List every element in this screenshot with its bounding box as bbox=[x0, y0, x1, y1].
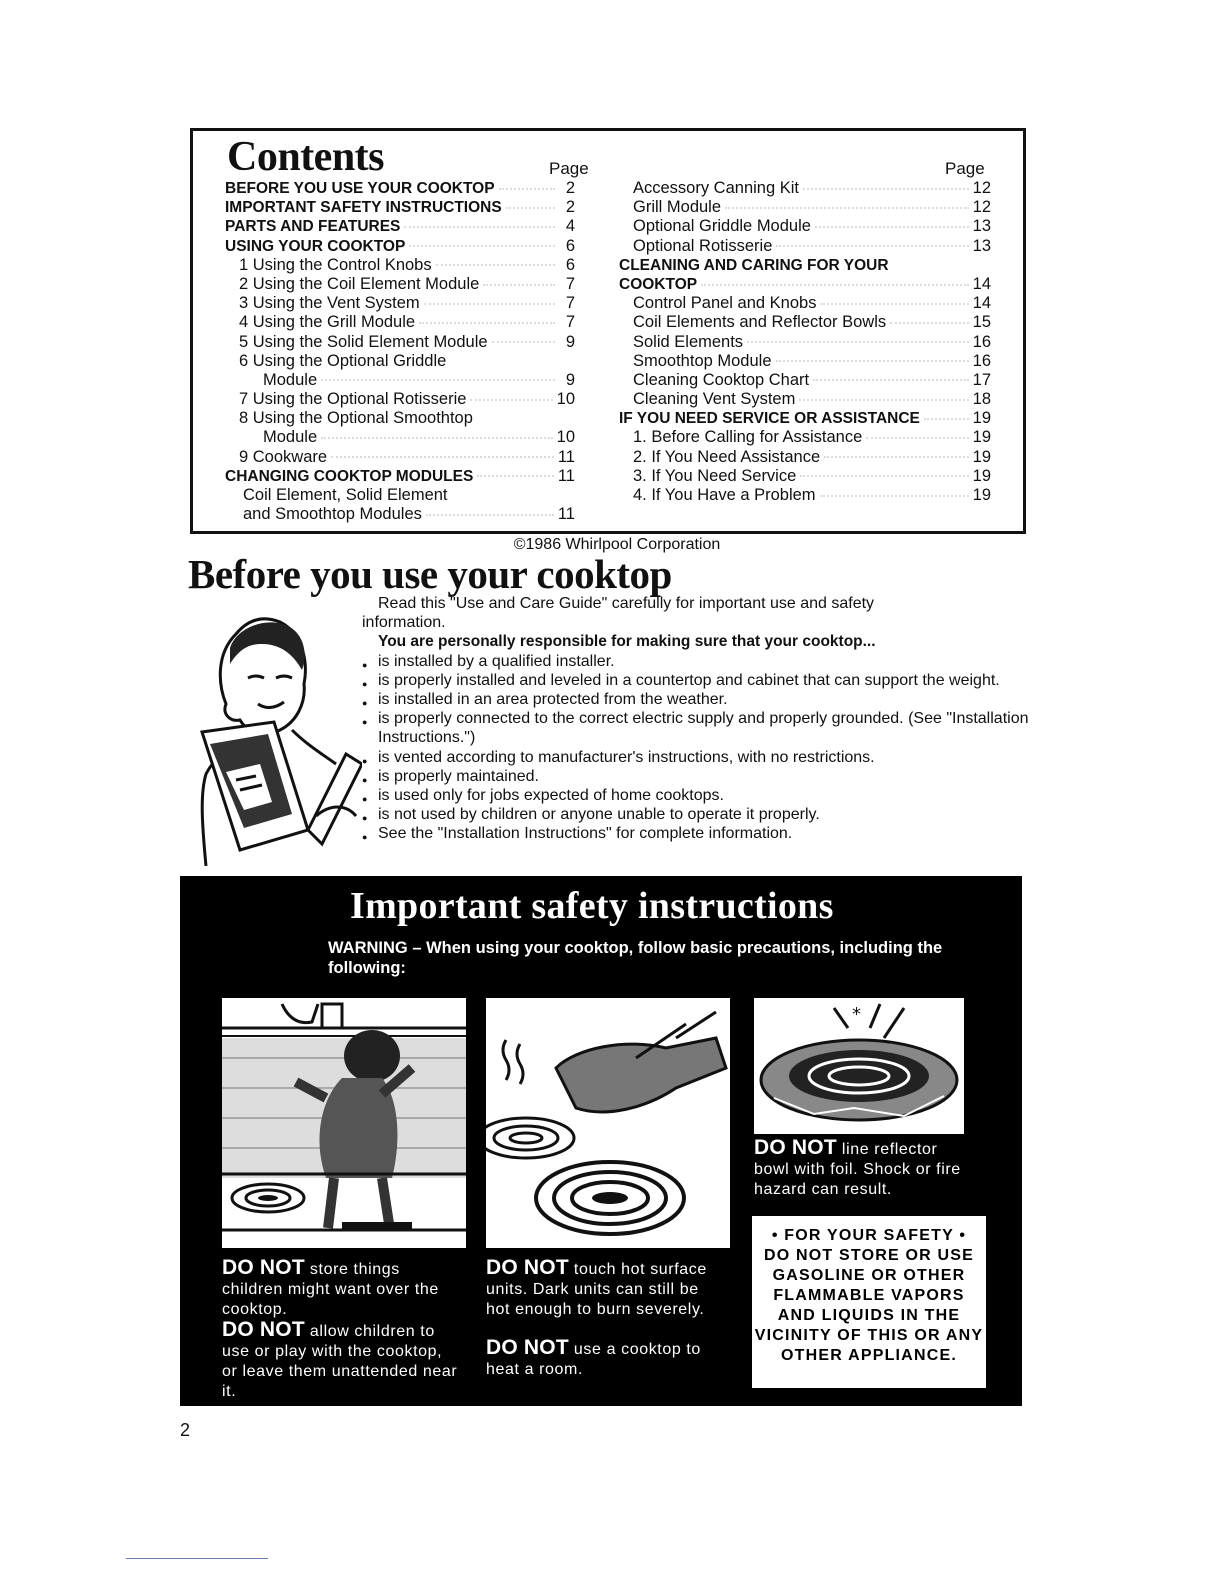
contents-entry-title: 3. If You Need Service bbox=[633, 466, 797, 485]
safety-title: Important safety instructions bbox=[350, 885, 834, 927]
contents-entry-title: Module bbox=[263, 370, 318, 389]
contents-title: Contents bbox=[227, 134, 385, 180]
contents-left-column bbox=[225, 179, 575, 524]
svg-text:*: * bbox=[852, 1004, 861, 1025]
dot-leader bbox=[506, 207, 555, 209]
contents-entry-title: Optional Rotisserie bbox=[633, 236, 773, 255]
for-your-safety-text: DO NOT STORE OR USE GASOLINE OR OTHER FLAMMABLE VAPORS AND LIQUIDS IN THE VICINITY OF THIS OR ANY OTHER APPLIANCE. bbox=[754, 1247, 984, 1364]
contents-entry bbox=[619, 256, 991, 275]
safety-panel bbox=[180, 876, 1022, 1406]
contents-entry-page: 19 bbox=[972, 409, 991, 428]
contents-entry bbox=[619, 486, 991, 505]
contents-entry-page: 10 bbox=[556, 428, 575, 447]
contents-entry-page: 16 bbox=[972, 332, 991, 351]
dot-leader bbox=[701, 284, 969, 286]
dot-leader bbox=[499, 188, 555, 190]
contents-entry bbox=[619, 371, 991, 390]
contents-entry-page: 7 bbox=[565, 313, 575, 332]
contents-entry-page: 6 bbox=[565, 255, 575, 274]
contents-entry-title: IF YOU NEED SERVICE OR ASSISTANCE bbox=[619, 410, 920, 428]
contents-entry bbox=[225, 486, 575, 505]
contents-entry-page: 16 bbox=[972, 351, 991, 370]
contents-entry bbox=[225, 448, 575, 467]
dot-leader bbox=[450, 361, 555, 362]
contents-entry-title: Cleaning Vent System bbox=[633, 390, 796, 409]
contents-entry-title: 3 Using the Vent System bbox=[239, 294, 420, 313]
hand-over-hot-burner-illustration bbox=[486, 998, 730, 1248]
page-header-right: Page bbox=[945, 159, 985, 178]
contents-entry-title: 5 Using the Solid Element Module bbox=[239, 332, 488, 351]
responsibility-item: ● is used only for jobs expected of home cooktops. bbox=[362, 786, 1030, 805]
contents-entry bbox=[225, 256, 575, 275]
dot-leader bbox=[483, 284, 555, 286]
contents-entry bbox=[225, 333, 575, 352]
contents-entry bbox=[619, 217, 991, 236]
contents-entry-page: 17 bbox=[972, 370, 991, 389]
dot-leader bbox=[331, 456, 554, 458]
dot-leader bbox=[824, 456, 969, 458]
copyright: ©1986 Whirlpool Corporation bbox=[513, 536, 721, 553]
contents-entry-title: 2. If You Need Assistance bbox=[633, 447, 821, 466]
contents-entry-page: 2 bbox=[565, 179, 575, 197]
bottom-rule bbox=[126, 1558, 268, 1559]
contents-entry-page: 7 bbox=[565, 274, 575, 293]
dot-leader bbox=[409, 245, 555, 247]
contents-entry bbox=[619, 179, 991, 198]
contents-entry bbox=[619, 294, 991, 313]
contents-entry-page: 12 bbox=[972, 198, 991, 217]
contents-entry-page: 11 bbox=[557, 505, 575, 524]
contents-entry bbox=[619, 448, 991, 467]
contents-entry-title: 1 Using the Control Knobs bbox=[239, 255, 432, 274]
responsibility-item: ● is not used by children or anyone unable to operate it properly. bbox=[362, 805, 1030, 824]
dot-leader bbox=[747, 341, 969, 343]
contents-entry-title: Optional Griddle Module bbox=[633, 217, 811, 236]
woman-reading-illustration bbox=[196, 604, 362, 866]
panel1-text-b: allow children to use or play with the cooktop, or leave them unattended near it. bbox=[222, 1323, 458, 1400]
intro-line-1: Read this "Use and Care Guide" carefully for important use and safety bbox=[378, 595, 875, 612]
contents-entry-title: 4. If You Have a Problem bbox=[633, 486, 816, 504]
foil-lined-bowl-illustration bbox=[754, 998, 964, 1134]
contents-entry-title: Control Panel and Knobs bbox=[633, 294, 817, 313]
for-your-safety-box bbox=[752, 1216, 986, 1388]
contents-entry bbox=[225, 352, 575, 371]
dot-leader bbox=[470, 399, 552, 401]
contents-entry-title: 4 Using the Grill Module bbox=[239, 313, 416, 332]
contents-entry-page: 14 bbox=[972, 294, 991, 313]
contents-entry bbox=[225, 390, 575, 409]
contents-entry bbox=[619, 352, 991, 371]
responsibility-item: ● is properly maintained. bbox=[362, 767, 1030, 786]
responsibility-item: ● is properly connected to the correct electric supply and properly grounded. (See "Installation Instructions.") bbox=[362, 709, 1030, 747]
contents-entry bbox=[225, 198, 575, 217]
page-header-left: Page bbox=[549, 159, 589, 178]
contents-entry bbox=[225, 409, 575, 428]
contents-entry bbox=[225, 428, 575, 447]
contents-entry-page: 15 bbox=[972, 313, 991, 332]
contents-entry-title: COOKTOP bbox=[619, 275, 698, 293]
warning-text: WARNING – When using your cooktop, follow basic precautions, including the following: bbox=[328, 939, 943, 977]
dot-leader bbox=[321, 437, 553, 439]
do-not-label: DO NOT bbox=[486, 1256, 569, 1279]
contents-entry-title: 2 Using the Coil Element Module bbox=[239, 274, 480, 293]
contents-entry-title: 7 Using the Optional Rotisserie bbox=[239, 390, 467, 409]
contents-entry bbox=[225, 217, 575, 236]
page-number: 2 bbox=[180, 1420, 191, 1440]
contents-entry-page: 11 bbox=[557, 447, 575, 466]
contents-entry bbox=[225, 294, 575, 313]
contents-entry-title: 8 Using the Optional Smoothtop bbox=[239, 409, 473, 428]
contents-entry bbox=[619, 409, 991, 428]
for-your-safety-heading: • FOR YOUR SAFETY • bbox=[771, 1227, 967, 1244]
contents-entry-page: 14 bbox=[972, 274, 991, 293]
responsibility-item: ● is installed by a qualified installer. bbox=[362, 652, 1030, 671]
contents-entry-title: and Smoothtop Modules bbox=[243, 505, 422, 524]
contents-entry bbox=[225, 371, 575, 390]
contents-entry-title: CLEANING AND CARING FOR YOUR bbox=[619, 256, 889, 274]
dot-leader bbox=[820, 303, 968, 305]
dot-leader bbox=[426, 514, 554, 516]
panel3-text bbox=[754, 1138, 974, 1200]
responsibility-item: ● is properly installed and leveled in a countertop and cabinet that can support the weight. bbox=[362, 671, 1030, 690]
contents-entry-title: Coil Element, Solid Element bbox=[243, 486, 448, 504]
dot-leader bbox=[477, 475, 554, 477]
contents-entry bbox=[225, 275, 575, 294]
before-title: Before you use your cooktop bbox=[188, 551, 672, 597]
responsible-heading: You are personally responsible for making sure that your cooktop... bbox=[378, 633, 876, 651]
contents-entry bbox=[619, 333, 991, 352]
contents-entry bbox=[225, 237, 575, 256]
dot-leader bbox=[813, 379, 969, 381]
child-climbing-illustration bbox=[222, 998, 466, 1248]
before-text bbox=[362, 594, 1030, 844]
dot-leader bbox=[800, 475, 968, 477]
contents-entry-title: Accessory Canning Kit bbox=[633, 179, 799, 197]
do-not-label: DO NOT bbox=[222, 1256, 305, 1279]
contents-entry-page: 19 bbox=[972, 466, 991, 485]
dot-leader bbox=[776, 245, 968, 247]
contents-entry-title: Solid Elements bbox=[633, 332, 744, 351]
dot-leader bbox=[725, 207, 969, 209]
contents-entry-page: 9 bbox=[565, 370, 575, 389]
contents-entry-page: 13 bbox=[972, 217, 991, 236]
contents-entry bbox=[619, 275, 991, 294]
contents-entry-page: 19 bbox=[972, 447, 991, 466]
contents-entry-page: 11 bbox=[557, 466, 575, 485]
contents-entry-title: Module bbox=[263, 428, 318, 447]
contents-entry-title: BEFORE YOU USE YOUR COOKTOP bbox=[225, 180, 495, 197]
contents-entry-title: Grill Module bbox=[633, 198, 722, 217]
contents-entry-title: Coil Elements and Reflector Bowls bbox=[633, 313, 887, 332]
dot-leader bbox=[477, 418, 555, 419]
contents-entry bbox=[619, 313, 991, 332]
dot-leader bbox=[924, 418, 969, 420]
dot-leader bbox=[799, 399, 968, 401]
contents-entry bbox=[619, 198, 991, 217]
dot-leader bbox=[815, 226, 969, 228]
contents-entry bbox=[225, 179, 575, 198]
contents-entry bbox=[225, 313, 575, 332]
dot-leader bbox=[866, 437, 968, 439]
dot-leader bbox=[404, 226, 555, 228]
contents-entry-page: 4 bbox=[565, 217, 575, 236]
panel1-text-a: store things children might want over the cooktop. bbox=[222, 1261, 439, 1318]
contents-entry-page: 19 bbox=[972, 486, 991, 504]
do-not-label: DO NOT bbox=[754, 1136, 837, 1159]
panel3-text-a: line reflector bowl with foil. Shock or fire hazard can result. bbox=[754, 1141, 961, 1198]
contents-right-column bbox=[619, 179, 991, 505]
contents-entry-page: 10 bbox=[556, 390, 575, 409]
contents-entry-page: 2 bbox=[565, 198, 575, 217]
contents-entry-title: Smoothtop Module bbox=[633, 351, 772, 370]
responsibility-item: ● See the "Installation Instructions" for complete information. bbox=[362, 824, 1030, 843]
dot-leader bbox=[803, 188, 969, 190]
contents-entry-page: 13 bbox=[972, 236, 991, 255]
contents-entry bbox=[225, 505, 575, 524]
contents-entry-title: 6 Using the Optional Griddle bbox=[239, 351, 447, 370]
contents-entry bbox=[619, 390, 991, 409]
dot-leader bbox=[890, 322, 969, 324]
dot-leader bbox=[419, 322, 555, 324]
dot-leader bbox=[436, 264, 555, 266]
responsibility-item: ● is installed in an area protected from the weather. bbox=[362, 690, 1030, 709]
responsibility-list bbox=[362, 652, 1030, 844]
panel1-text bbox=[222, 1258, 462, 1402]
contents-entry-title: USING YOUR COOKTOP bbox=[225, 237, 406, 255]
responsibility-item: ● is vented according to manufacturer's instructions, with no restrictions. bbox=[362, 748, 1030, 767]
contents-entry-title: 9 Cookware bbox=[239, 447, 328, 466]
contents-entry-title: CHANGING COOKTOP MODULES bbox=[225, 467, 474, 485]
panel2-text-a: touch hot surface units. Dark units can still be hot enough to burn severely. bbox=[486, 1261, 707, 1318]
contents-box bbox=[190, 128, 1026, 534]
contents-entry bbox=[619, 467, 991, 486]
panel2-text-b: use a cooktop to heat a room. bbox=[486, 1341, 701, 1378]
dot-leader bbox=[893, 265, 971, 266]
do-not-label: DO NOT bbox=[222, 1318, 305, 1341]
intro-line-2: information. bbox=[362, 614, 446, 632]
contents-entry-title: Cleaning Cooktop Chart bbox=[633, 370, 810, 389]
do-not-label: DO NOT bbox=[486, 1336, 569, 1359]
contents-entry-page: 6 bbox=[565, 236, 575, 255]
dot-leader bbox=[820, 495, 969, 497]
contents-entry-title: PARTS AND FEATURES bbox=[225, 218, 401, 236]
contents-entry-page: 18 bbox=[972, 390, 991, 409]
dot-leader bbox=[492, 341, 555, 343]
contents-entry-title: 1. Before Calling for Assistance bbox=[633, 428, 863, 447]
contents-entry-page: 7 bbox=[565, 294, 575, 313]
contents-entry bbox=[619, 428, 991, 447]
panel2-text bbox=[486, 1258, 726, 1380]
contents-entry-page: 9 bbox=[565, 332, 575, 351]
contents-entry bbox=[619, 237, 991, 256]
dot-leader bbox=[424, 303, 555, 305]
dot-leader bbox=[452, 495, 555, 496]
dot-leader bbox=[321, 379, 555, 381]
contents-entry-page: 12 bbox=[972, 179, 991, 197]
contents-entry-title: IMPORTANT SAFETY INSTRUCTIONS bbox=[225, 199, 502, 217]
dot-leader bbox=[776, 360, 969, 362]
contents-entry-page: 19 bbox=[972, 428, 991, 447]
contents-entry bbox=[225, 467, 575, 486]
